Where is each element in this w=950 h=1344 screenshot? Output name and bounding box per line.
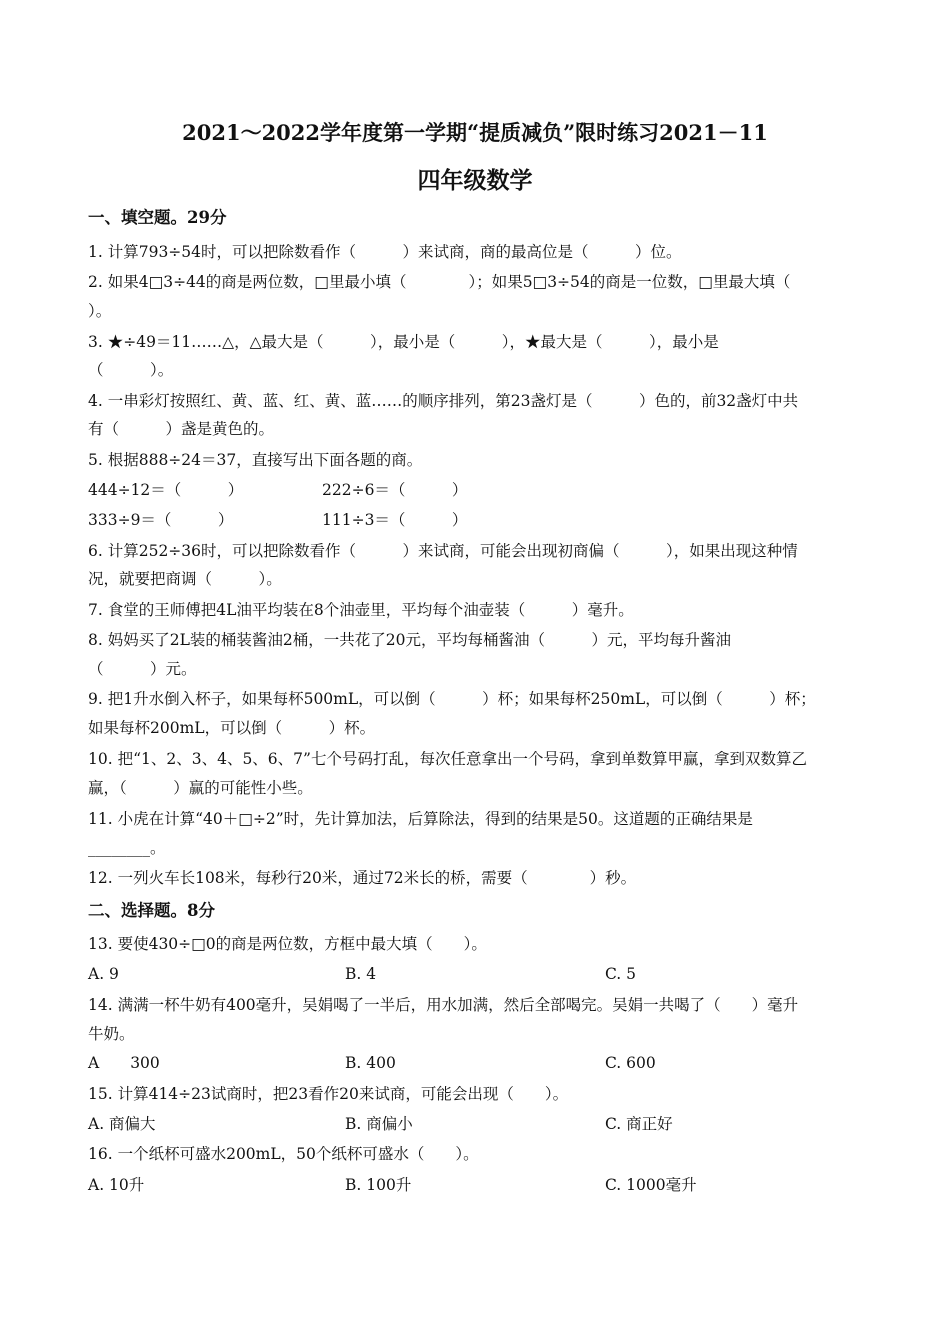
question-13: 13. 要使430÷□0的商是两位数，方框中最大填（ ）。 — [88, 935, 487, 953]
option-a: A 300 — [88, 1054, 160, 1072]
question-9-line-1: 9. 把1升水倒入杯子，如果每杯500mL，可以倒（ ）杯；如果每杯250mL，可以倒（ ）杯； — [88, 690, 816, 708]
question-16: 16. 一个纸杯可盛水200mL，50个纸杯可盛水（ ）。 — [88, 1145, 479, 1163]
question-11-answer-blank: ________。 — [88, 839, 166, 857]
question-5-item: 111÷3＝（ ） — [322, 511, 468, 529]
question-5-item: 333÷9＝（ ） — [88, 511, 234, 529]
option-b: B. 商偏小 — [345, 1115, 413, 1133]
option-b: B. 400 — [345, 1054, 396, 1072]
question-14-line-1: 14. 满满一杯牛奶有400毫升，吴娟喝了一半后，用水加满，然后全部喝完。吴娟一共喝了（ ）毫升 — [88, 996, 799, 1014]
question-5: 5. 根据888÷24＝37，直接写出下面各题的商。 — [88, 451, 423, 469]
option-a: A. 商偏大 — [88, 1115, 156, 1133]
option-a: A. 10升 — [88, 1176, 145, 1194]
section-fill-in: 一、填空题。29分 — [88, 208, 227, 227]
question-4-line-1: 4. 一串彩灯按照红、黄、蓝、红、黄、蓝……的顺序排列，第23盏灯是（ ）色的，前32盏灯中共 — [88, 392, 799, 410]
option-b: B. 4 — [345, 965, 377, 983]
question-8-line-1: 8. 妈妈买了2L装的桶装酱油2桶，一共花了20元，平均每桶酱油（ ）元，平均每升酱油 — [88, 631, 731, 649]
title-line-1: 2021～2022学年度第一学期“提质减负”限时练习2021－11 — [182, 120, 768, 145]
question-6-line-2: 况，就要把商调（ ）。 — [88, 570, 282, 588]
option-c: C. 5 — [605, 965, 637, 983]
question-8-line-2: （ ）元。 — [88, 660, 197, 678]
question-2-line-2: ）。 — [88, 302, 112, 320]
question-5-item: 444÷12＝（ ） — [88, 481, 244, 499]
question-10-line-2: 赢，（ ）赢的可能性小些。 — [88, 779, 313, 797]
option-c: C. 商正好 — [605, 1115, 673, 1133]
question-7: 7. 食堂的王师傅把4L油平均装在8个油壶里，平均每个油壶装（ ）毫升。 — [88, 601, 634, 619]
question-5-item: 222÷6＝（ ） — [322, 481, 468, 499]
question-14-line-2: 牛奶。 — [88, 1025, 135, 1043]
question-2-line-1: 2. 如果4□3÷44的商是两位数，□里最小填（ ）；如果5□3÷54的商是一位数，□里最大填（ — [88, 273, 791, 291]
section-multiple-choice: 二、选择题。8分 — [88, 901, 215, 920]
question-3-line-1: 3. ★÷49＝11……△，△最大是（ ），最小是（ ），★最大是（ ），最小是 — [88, 333, 719, 351]
question-12: 12. 一列火车长108米，每秒行20米，通过72米长的桥，需要（ ）秒。 — [88, 869, 637, 887]
option-c: C. 1000毫升 — [605, 1176, 697, 1194]
option-a: A. 9 — [88, 965, 119, 983]
question-3-line-2: （ ）。 — [88, 361, 174, 379]
question-15: 15. 计算414÷23试商时，把23看作20来试商，可能会出现（ ）。 — [88, 1085, 569, 1103]
option-c: C. 600 — [605, 1054, 656, 1072]
question-11-line-1: 11. 小虎在计算“40＋□÷2”时，先计算加法，后算除法，得到的结果是50。这道题的正确结果是 — [88, 810, 753, 828]
question-10-line-1: 10. 把“1、2、3、4、5、6、7”七个号码打乱，每次任意拿出一个号码，拿到单数算甲赢，拿到双数算乙 — [88, 750, 807, 768]
question-4-line-2: 有（ ）盏是黄色的。 — [88, 420, 275, 438]
option-b: B. 100升 — [345, 1176, 412, 1194]
question-9-line-2: 如果每杯200mL，可以倒（ ）杯。 — [88, 719, 376, 737]
title-line-2: 四年级数学 — [417, 167, 533, 194]
question-1: 1. 计算793÷54时，可以把除数看作（ ）来试商，商的最高位是（ ）位。 — [88, 243, 682, 261]
question-6-line-1: 6. 计算252÷36时，可以把除数看作（ ）来试商，可能会出现初商偏（ ），如果出现这种情 — [88, 542, 798, 560]
